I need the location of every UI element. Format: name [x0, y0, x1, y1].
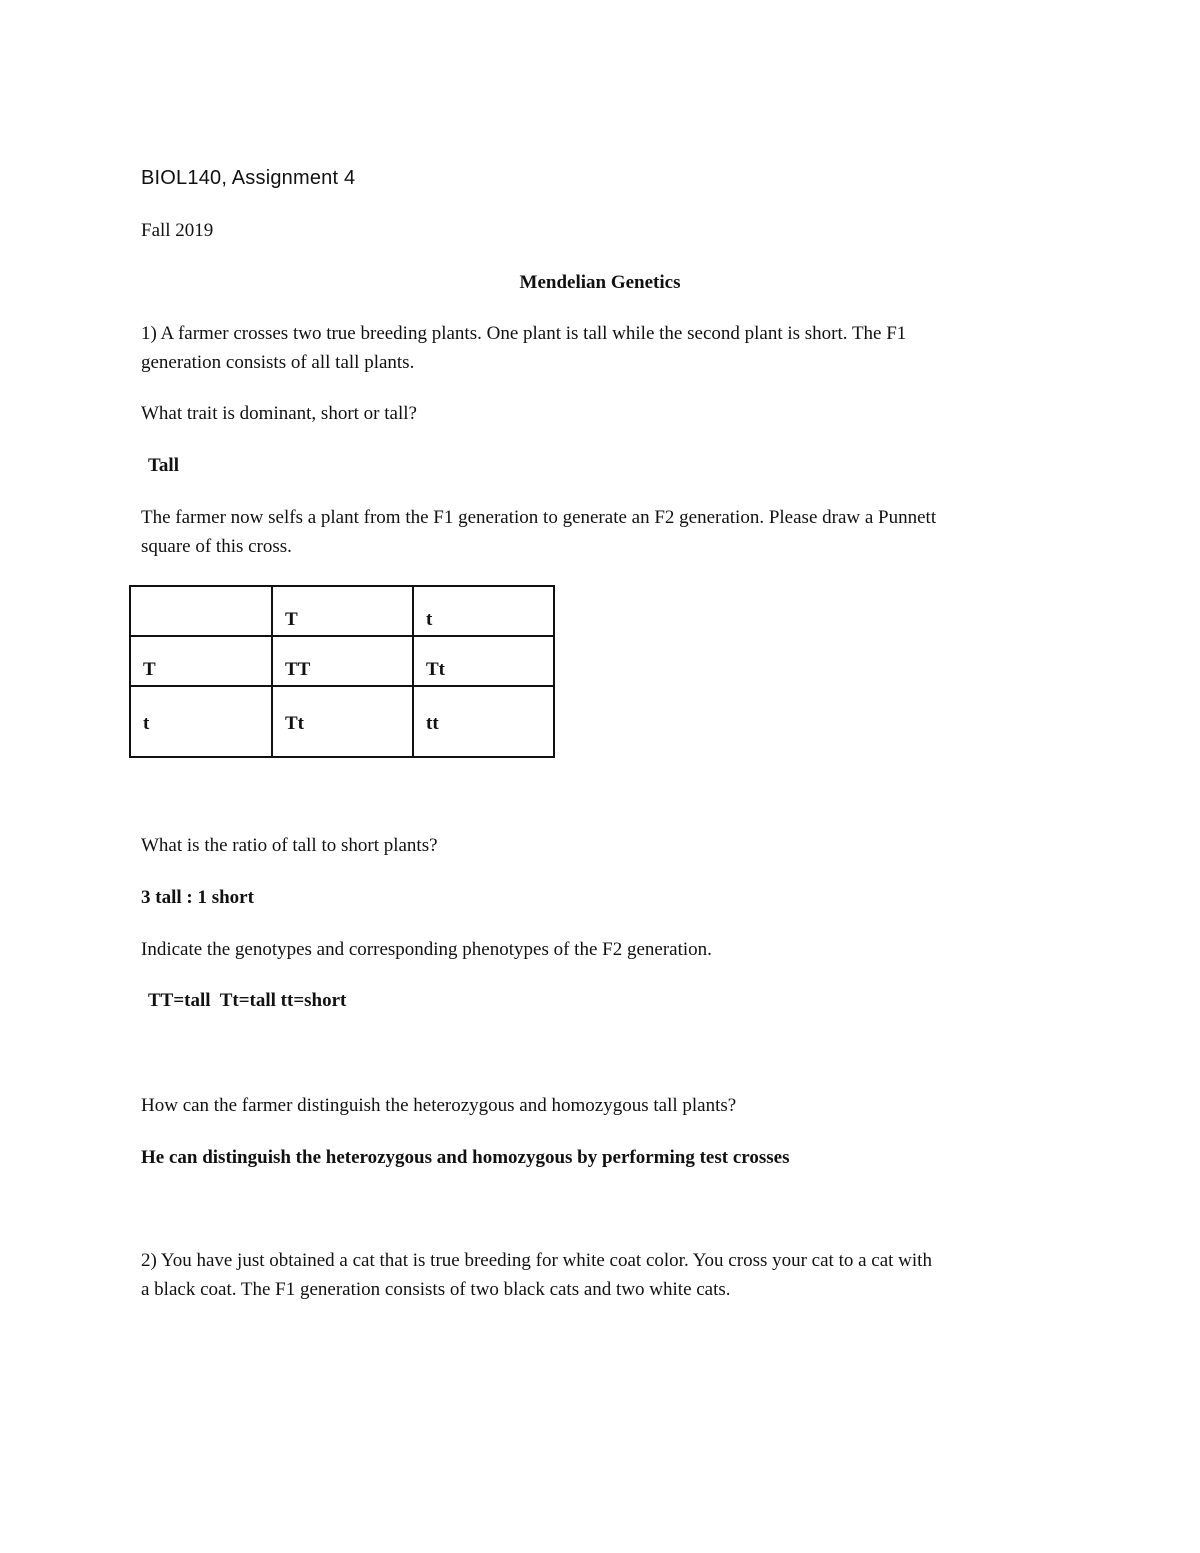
- table-cell: t: [413, 586, 554, 636]
- ratio-question: What is the ratio of tall to short plants?: [141, 835, 438, 856]
- question-1-intro-line-2: generation consists of all tall plants.: [141, 352, 415, 373]
- ratio-answer: 3 tall : 1 short: [141, 887, 254, 908]
- term-label: Fall 2019: [141, 220, 214, 241]
- question-1-intro-line-1: 1) A farmer crosses two true breeding plants. One plant is tall while the second plant is short. The F1: [141, 323, 907, 344]
- genotype-question: Indicate the genotypes and corresponding phenotypes of the F2 generation.: [141, 939, 712, 960]
- table-row: [130, 686, 554, 757]
- question-2-intro-line-1: 2) You have just obtained a cat that is true breeding for white coat color. You cross your cat to a cat with: [141, 1250, 932, 1271]
- dominant-question: What trait is dominant, short or tall?: [141, 403, 417, 424]
- dominant-answer: Tall: [148, 455, 179, 476]
- question-2-intro: [141, 1246, 1061, 1304]
- table-cell: [130, 586, 272, 636]
- table-row: [130, 636, 554, 686]
- table-cell: TT: [272, 636, 413, 686]
- question-2-intro-line-2: a black coat. The F1 generation consists of two black cats and two white cats.: [141, 1279, 731, 1300]
- table-cell: Tt: [272, 686, 413, 757]
- distinguish-answer: He can distinguish the heterozygous and homozygous by performing test crosses: [141, 1147, 790, 1168]
- genotype-answer: TT=tall Tt=tall tt=short: [148, 990, 347, 1011]
- punnett-prompt-line-1: The farmer now selfs a plant from the F1 generation to generate an F2 generation. Please draw a Punnett: [141, 507, 937, 528]
- table-cell: Tt: [413, 636, 554, 686]
- punnett-prompt-line-2: square of this cross.: [141, 536, 292, 557]
- table-row: [130, 586, 554, 636]
- course-header: BIOL140, Assignment 4: [141, 167, 356, 189]
- page-title: Mendelian Genetics: [519, 272, 681, 293]
- question-1-intro: [141, 319, 1061, 377]
- punnett-prompt: [141, 503, 1061, 561]
- table-cell: tt: [413, 686, 554, 757]
- punnett-square-table: [129, 585, 555, 758]
- table-cell: t: [130, 686, 272, 757]
- table-cell: T: [272, 586, 413, 636]
- distinguish-question: How can the farmer distinguish the heterozygous and homozygous tall plants?: [141, 1095, 737, 1116]
- table-cell: T: [130, 636, 272, 686]
